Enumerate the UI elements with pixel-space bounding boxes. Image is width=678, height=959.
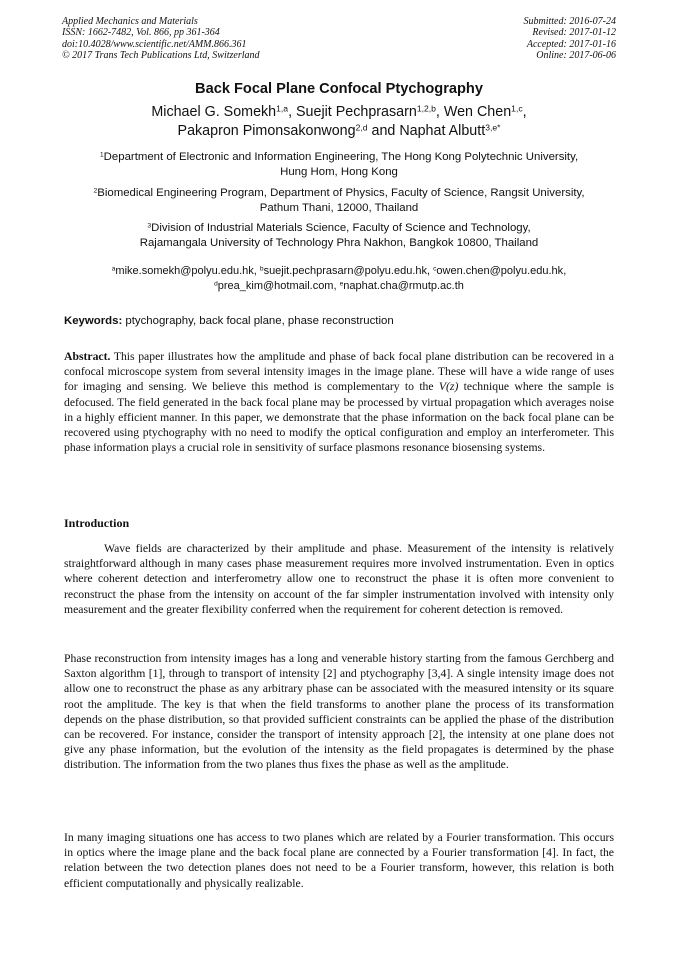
date-accepted: Accepted: 2017-01-16 [526, 38, 616, 50]
affiliation-line: Hung Hom, Hong Kong [280, 165, 398, 178]
intro-paragraph-1: Wave fields are characterized by their amplitude and phase. Measurement of the intensity is relatively straightforward although in many cases phase measurement requires more involved instrumentation. Even in optics where coherent detection and interferometry allow one to reconstruct the phase it is often more convenient to reconstruct the phase from the intensity on account of the far simpler instrumentation involved with intensity only measurement and the greater flexibility conferred when the requirement for coherent detection is removed. [64, 542, 614, 616]
author-separator: , [435, 104, 444, 120]
submission-dates [524, 16, 617, 62]
affiliation-2 [52, 186, 626, 215]
author-line-1 [0, 103, 678, 122]
section-heading: Introduction [64, 516, 130, 530]
abstract: Abstract. This paper illustrates how the amplitude and phase of back focal plane distribution can be recovered in a confocal microscope system from several intensity images in the image plane. These will have a wide range of uses for imaging and sensing. We believe this method is complementary to the V(z) technique where the sample is defocused. The field generated in the back focal plane may be processed by virtual propagation which averages noise in a highly efficient manner. In this paper, we demonstrate that the phase information on the back focal plane can be recovered using ptychography with no need to modify the optical configuration and employ an interferometer. This phase information plays a crucial role in sensitivity of surface plasmons resonance biosensing systems. [64, 350, 614, 455]
author-name: Naphat Albutt [399, 122, 486, 139]
paper-title: Back Focal Plane Confocal Ptychography [195, 81, 483, 97]
journal-doi: doi:10.4028/www.scientific.net/AMM.866.361 [62, 38, 247, 50]
author-list [0, 103, 678, 140]
author-conjunction: and [367, 122, 400, 139]
abstract-label: Abstract. [64, 350, 111, 363]
email-link[interactable]: naphat.cha@rmutp.ac.th [343, 279, 464, 292]
keywords [64, 315, 614, 327]
email-link[interactable]: prea_kim@hotmail.com [217, 279, 334, 292]
vz-term: V(z) [438, 380, 459, 394]
journal-info [62, 16, 260, 62]
date-submitted: Submitted: 2016-07-24 [523, 16, 616, 27]
author-name: Michael G. Somekh [151, 104, 277, 120]
author-affil-sup: 2,d [355, 121, 368, 132]
author-name: Pakapron Pimonsakonwong [177, 122, 356, 139]
journal-name: Applied Mechanics and Materials [62, 16, 198, 27]
email-list [30, 264, 648, 293]
affiliation-sup: 2 [93, 187, 98, 195]
affiliation-line: Pathum Thani, 12000, Thailand [259, 201, 419, 214]
email-link[interactable]: mike.somekh@polyu.edu.hk [115, 265, 254, 277]
author-affil-sup: 3,e* [485, 121, 501, 132]
journal-copyright: © 2017 Trans Tech Publications Ltd, Switzerland [62, 50, 260, 62]
email-line-1: $^a$mike.somekh@polyu.edu.hk, $^b$suejit.pechprasarn@polyu.edu.hk, $^c$owen.chen@polyu.edu.hk, [111, 265, 567, 277]
author-line-2 [0, 122, 678, 141]
affiliation-sup: 1 [99, 151, 104, 159]
date-online: Online: 2017-06-06 [536, 50, 616, 62]
email-link[interactable]: suejit.pechprasarn@polyu.edu.hk [263, 265, 427, 277]
journal-issn: ISSN: 1662-7482, Vol. 866, pp 361-364 [62, 27, 220, 39]
affiliation-line: Rajamangala University of Technology Phra Nakhon, Bangkok 10800, Thailand [139, 236, 539, 249]
author-affil-sup: 1,2,b [416, 103, 436, 114]
author-name: Suejit Pechprasarn [296, 104, 417, 120]
intro-paragraph-3: In many imaging situations one has access to two planes which are related by a Fourier transformation. This occurs in optics where the image plane and the back focal plane are connected by a Fourier transformation [4]. In fact, the relation between the two detection planes does not need to be a Fourier transform, however, this relation is both efficient computationally and physically realizable. [64, 831, 614, 890]
intro-paragraph-2: Phase reconstruction from intensity images has a long and venerable history starting from the famous Gerchberg and Saxton algorithm [1], through to transport of intensity [2] and ptychography [3,4]. A single intensity image does not allow one to reconstruct the phase as any arbitrary phase can be associated with the measured intensity or its square root the amplitude. The key is that when the field transforms to another plane the process of its transformation depends on the phase distribution, so that provided sufficient constraints can be applied the phase of the distribution can be recovered. For instance, consider the transport of intensity approach [2], the intensity at one plane does not give any phase information, but the evolution of the intensity as the field propagates is determined by the phase distribution. The information from the two planes thus fixes the phase as well as the amplitude. [64, 652, 614, 772]
author-name: Wen Chen [443, 104, 512, 120]
keywords-text: ptychography, back focal plane, phase reconstruction [122, 315, 394, 327]
affiliation-line: $^2$Biomedical Engineering Program, Department of Physics, Faculty of Science, Rangsit University, [93, 187, 585, 199]
author-separator: , [522, 104, 527, 120]
affiliation-line: $^1$Department of Electronic and Information Engineering, The Hong Kong Polytechnic University, [99, 151, 579, 163]
affiliation-3 [52, 221, 626, 250]
author-affil-sup: 1,c [511, 103, 523, 114]
affiliation-1 [52, 150, 626, 179]
keywords-label: Keywords: [64, 315, 123, 327]
affiliation-line: $^3$Division of Industrial Materials Science, Faculty of Science and Technology, [147, 222, 531, 234]
author-separator: , [288, 104, 297, 120]
email-line-2: $^d$prea_kim@hotmail.com, $^e$naphat.cha@rmutp.ac.th [214, 279, 464, 292]
affiliation-sup: 3 [147, 222, 152, 230]
date-revised: Revised: 2017-01-12 [532, 27, 616, 39]
email-link[interactable]: owen.chen@polyu.edu.hk [436, 265, 564, 277]
author-affil-sup: 1,a [276, 103, 289, 114]
